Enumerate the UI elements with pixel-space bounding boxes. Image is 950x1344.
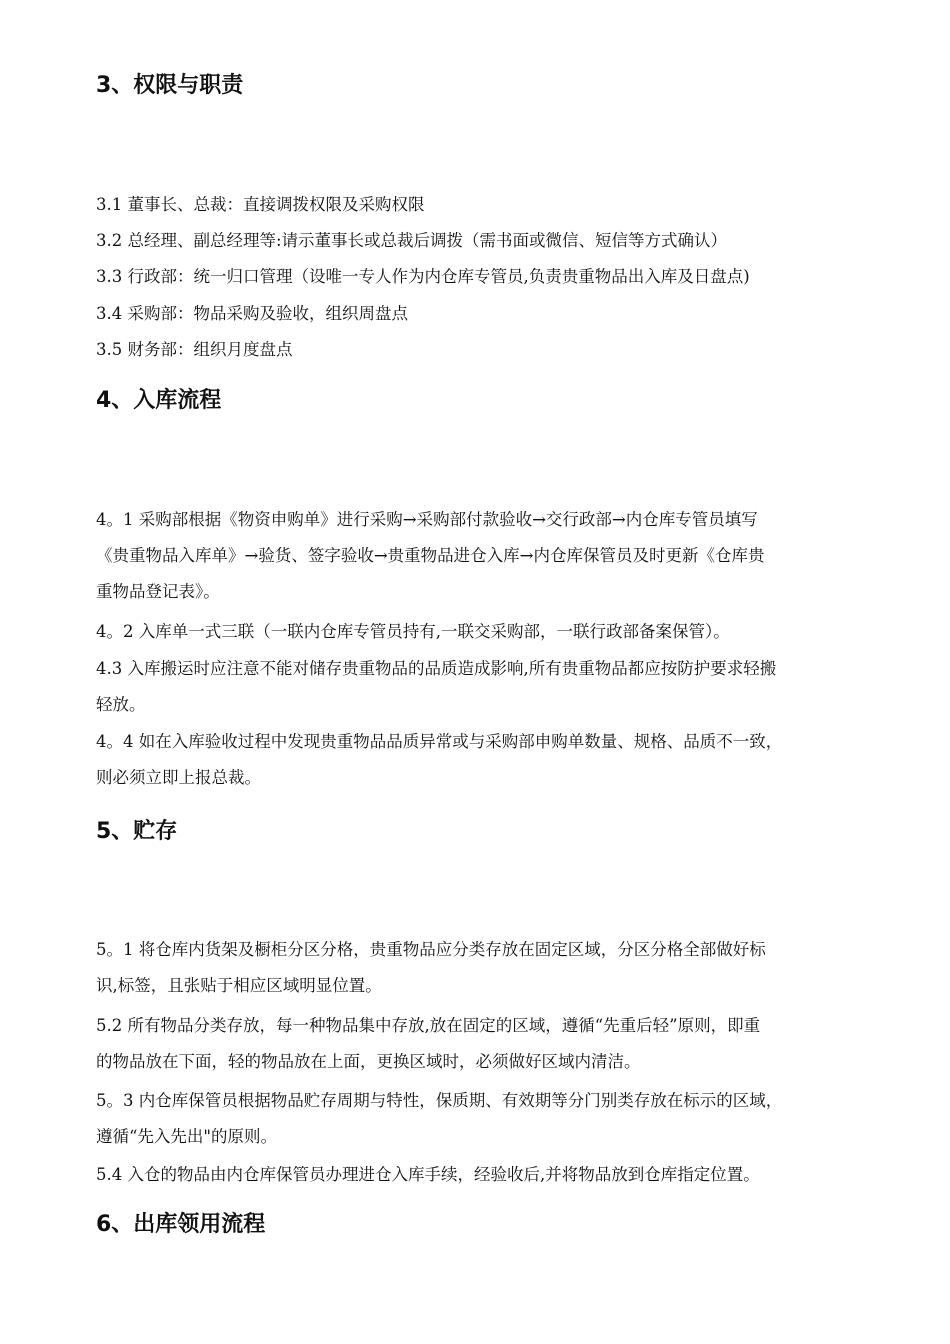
paragraph-line: 4。2 入库单一式三联（一联内仓库专管员持有,一联交采购部，一联行政部备案保管）。 <box>96 622 730 641</box>
paragraph-line: 的物品放在下面，轻的物品放在上面，更换区域时，必须做好区域内清洁。 <box>96 1052 641 1071</box>
paragraph-3-1: 3.1 董事长、总裁：直接调拨权限及采购权限 <box>96 195 425 214</box>
paragraph-line: 轻放。 <box>96 695 146 714</box>
section-heading-5: 5、贮存 <box>96 819 178 844</box>
paragraph-line: 5。1 将仓库内货架及橱柜分区分格，贵重物品应分类存放在固定区域，分区分格全部做好标 <box>96 940 766 959</box>
paragraph-4-4 <box>96 724 892 796</box>
paragraph-line: 遵循“先入先出"的原则。 <box>96 1127 278 1146</box>
paragraph-line: 识,标签，且张贴于相应区域明显位置。 <box>96 976 382 995</box>
paragraph-3-5: 3.5 财务部：组织月度盘点 <box>96 340 293 359</box>
paragraph-3-2: 3.2 总经理、副总经理等:请示董事长或总裁后调拨（需书面或微信、短信等方式确认） <box>96 231 728 250</box>
paragraph-3-3: 3.3 行政部：统一归口管理（设唯一专人作为内仓库专管员,负责贵重物品出入库及日盘点) <box>96 267 750 286</box>
paragraph-3-4: 3.4 采购部：物品采购及验收，组织周盘点 <box>96 304 408 323</box>
paragraph-line: 4.3 入库搬运时应注意不能对储存贵重物品的品质造成影响,所有贵重物品都应按防护要求轻搬 <box>96 659 777 678</box>
paragraph-line: 《贵重物品入库单》→验货、签字验收→贵重物品进仓入库→内仓库保管员及时更新《仓库贵 <box>96 546 765 565</box>
paragraph-5-3 <box>96 1083 892 1155</box>
paragraph-5-2 <box>96 1008 892 1080</box>
section-heading-3: 3、权限与职责 <box>96 73 244 98</box>
paragraph-line: 4。4 如在入库验收过程中发现贵重物品品质异常或与采购部申购单数量、规格、品质不一致， <box>96 732 783 751</box>
paragraph-line: 5。3 内仓库保管员根据物品贮存周期与特性，保质期、有效期等分门别类存放在标示的区域， <box>96 1091 783 1110</box>
section-heading-6: 6、出库领用流程 <box>96 1212 266 1237</box>
paragraph-5-1 <box>96 932 892 1004</box>
paragraph-4-3 <box>96 651 892 723</box>
paragraph-line: 则必须立即上报总裁。 <box>96 768 261 787</box>
paragraph-5-4 <box>96 1157 892 1193</box>
paragraph-4-1 <box>96 502 892 610</box>
paragraph-line: 5.2 所有物品分类存放，每一种物品集中存放,放在固定的区域，遵循“先重后轻”原则，即重 <box>96 1016 761 1035</box>
paragraph-line: 5.4 入仓的物品由内仓库保管员办理进仓入库手续，经验收后,并将物品放到仓库指定位置。 <box>96 1165 760 1184</box>
section-heading-4: 4、入库流程 <box>96 388 222 413</box>
paragraph-4-2 <box>96 614 892 650</box>
paragraph-line: 重物品登记表》。 <box>96 582 220 601</box>
paragraph-line: 4。1 采购部根据《物资申购单》进行采购→采购部付款验收→交行政部→内仓库专管员填写 <box>96 510 758 529</box>
